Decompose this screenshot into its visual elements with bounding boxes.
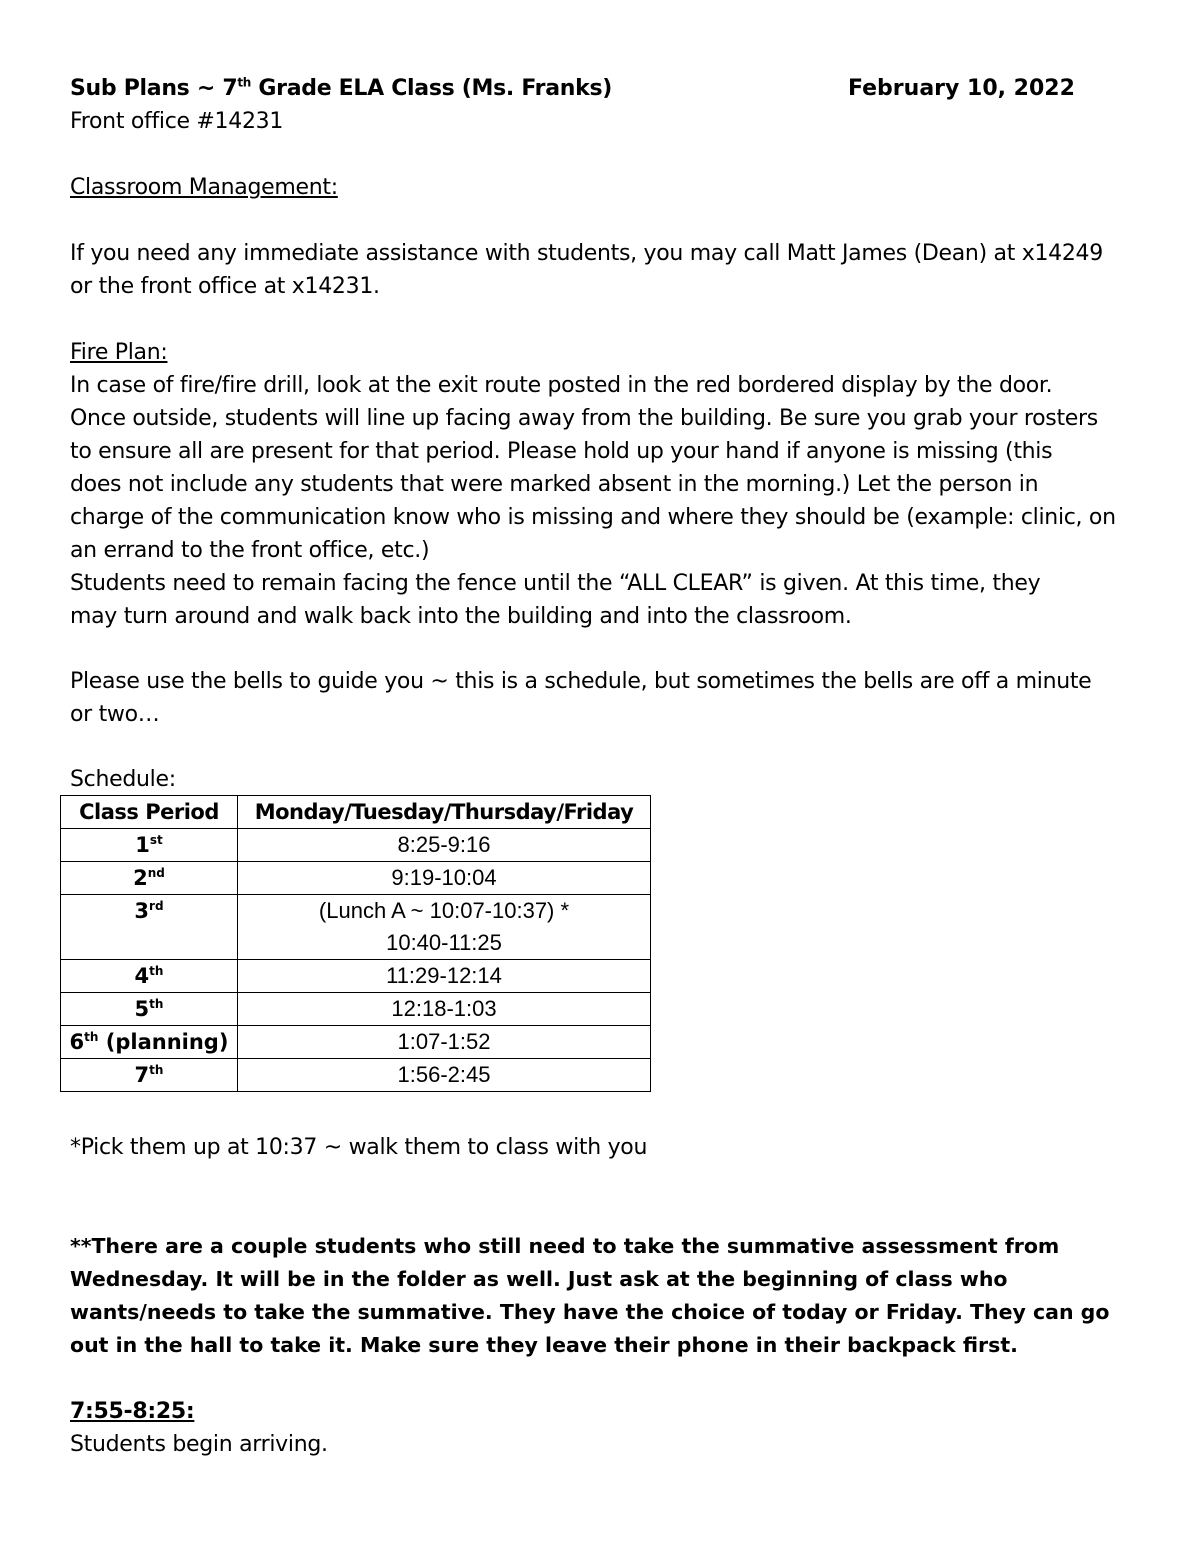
time-cell [238,895,651,960]
time-cell: 8:25-9:16 [238,829,651,862]
period-cell: 6th (planning) [61,1026,238,1059]
period-cell: 1st [61,829,238,862]
period-cell: 3rd [61,895,238,960]
time-cell: 1:07-1:52 [238,1026,651,1059]
front-office-number: Front office #14231 [70,109,284,134]
summative-note-line: **There are a couple students who still need to take the summative assessment from [70,1234,1060,1258]
class-time: 10:40-11:25 [386,930,502,955]
fire-plan-line: Students need to remain facing the fence until the “ALL CLEAR” is given. At this time, they [70,571,1041,596]
pickup-note: *Pick them up at 10:37 ~ walk them to class with you [70,1135,648,1160]
fire-plan-line: an errand to the front office, etc.) [70,538,430,563]
column-header-days: Monday/Tuesday/Thursday/Friday [238,796,651,829]
fire-plan-line: Once outside, students will line up facing away from the building. Be sure you grab your rosters [70,406,1098,431]
bells-note-line: or two… [70,702,160,727]
period-cell: 5th [61,993,238,1026]
time-cell: 1:56-2:45 [238,1059,651,1092]
fire-plan-line: to ensure all are present for that period. Please hold up your hand if anyone is missing (this [70,439,1053,464]
column-header-period: Class Period [61,796,238,829]
summative-note-line: wants/needs to take the summative. They have the choice of today or Friday. They can go [70,1300,1110,1324]
arrival-time-heading: 7:55-8:25: [70,1399,195,1424]
fire-plan-line: In case of fire/fire drill, look at the exit route posted in the red bordered display by the door. [70,373,1053,398]
bells-note-line: Please use the bells to guide you ~ this is a schedule, but sometimes the bells are off a minute [70,669,1092,694]
table-row [61,960,651,993]
time-cell: 11:29-12:14 [238,960,651,993]
classroom-management-heading: Classroom Management: [70,175,338,200]
fire-plan-heading: Fire Plan: [70,340,168,365]
fire-plan-line: charge of the communication know who is missing and where they should be (example: clinic, on [70,505,1116,530]
table-row [61,829,651,862]
period-cell: 2nd [61,862,238,895]
table-header-row [61,796,651,829]
table-row [61,993,651,1026]
table-row [61,895,651,960]
summative-note-line: Wednesday. It will be in the folder as well. Just ask at the beginning of class who [70,1267,1008,1291]
page-title: Sub Plans ~ 7th Grade ELA Class (Ms. Franks) [70,75,613,101]
table-row [61,1059,651,1092]
summative-note-line: out in the hall to take it. Make sure they leave their phone in their backpack first. [70,1333,1018,1357]
lunch-time: (Lunch A ~ 10:07-10:37) * [318,898,570,923]
classroom-management-line: or the front office at x14231. [70,274,380,299]
fire-plan-line: may turn around and walk back into the building and into the classroom. [70,604,852,629]
table-row [61,862,651,895]
schedule-label: Schedule: [70,767,176,792]
time-cell: 9:19-10:04 [238,862,651,895]
time-cell: 12:18-1:03 [238,993,651,1026]
arrival-text: Students begin arriving. [70,1432,328,1457]
classroom-management-line: If you need any immediate assistance with students, you may call Matt James (Dean) at x14249 [70,241,1103,266]
table-row [61,1026,651,1059]
period-cell: 7th [61,1059,238,1092]
fire-plan-line: does not include any students that were marked absent in the morning.) Let the person in [70,472,1039,497]
period-cell: 4th [61,960,238,993]
schedule-table [60,795,651,1092]
document-date: February 10, 2022 [848,76,1075,101]
